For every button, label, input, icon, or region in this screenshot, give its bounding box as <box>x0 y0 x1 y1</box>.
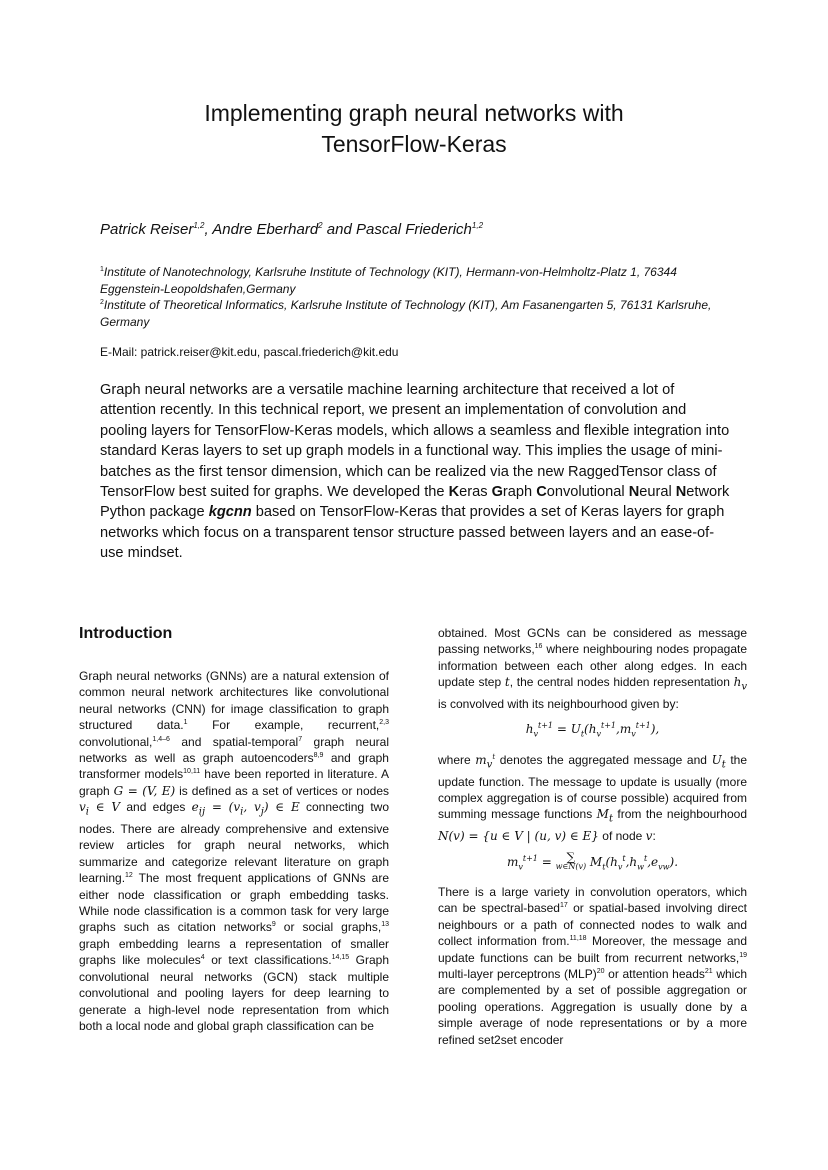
author-affil-sup: 1,2 <box>471 221 484 230</box>
math-symbol: m <box>506 854 519 869</box>
math-symbol: ,h <box>625 854 638 869</box>
body-text: multi-layer perceptrons (MLP) <box>438 967 597 982</box>
body-text: where <box>438 752 476 767</box>
abstract-text: onvolutional <box>546 484 629 501</box>
math-symbol: U <box>711 752 722 767</box>
body-text: is defined as a set of vertices or nodes <box>175 783 389 798</box>
author-separator: and <box>322 221 356 238</box>
math-symbol: = (v <box>205 800 241 815</box>
math-subscript: v <box>518 862 523 872</box>
abstract-text: eural <box>639 484 676 501</box>
body-text: convolutional, <box>79 734 153 749</box>
body-text: or spatial-based involving direct neighbours or a path of connected nodes to walk and collect information from. <box>438 901 748 949</box>
body-text: and spatial-temporal <box>169 734 299 749</box>
title-line-1: Implementing graph neural networks with <box>204 100 624 126</box>
math-superscript: t <box>492 752 496 761</box>
math-symbol: ∈ V <box>88 800 121 815</box>
inline-math <box>79 800 121 818</box>
body-text: and graph transformer models <box>79 751 389 782</box>
acronym-letter: G <box>491 484 503 501</box>
math-subscript: v <box>617 862 623 872</box>
math-symbol: h <box>733 675 742 690</box>
body-text: graph embedding learns a representation of smaller graphs like molecules <box>79 936 389 968</box>
math-symbol: ), <box>650 722 660 737</box>
math-subscript: i <box>240 806 244 818</box>
math-superscript: t+1 <box>635 721 651 731</box>
math-subscript: ij <box>198 806 206 818</box>
math-symbol: ) ∈ E <box>263 800 300 815</box>
affiliation-2 <box>100 294 740 331</box>
body-text: : <box>652 829 656 844</box>
math-symbol: (h <box>605 854 618 869</box>
citation-ref: 10,11 <box>183 768 201 776</box>
math-subscript: t <box>721 759 726 771</box>
affiliation-1 <box>100 261 740 298</box>
inline-math <box>596 807 613 825</box>
body-text: or attention heads <box>604 967 705 982</box>
intro-paragraph <box>79 668 389 1034</box>
body-text: obtained. Most GCNs can be considered as message passing networks, <box>438 626 747 657</box>
author-separator: , <box>204 221 213 238</box>
acronym-letter: N <box>675 484 687 501</box>
citation-ref: 20 <box>596 968 605 976</box>
math-subscript: j <box>260 806 264 818</box>
math-symbol: = U <box>553 722 581 737</box>
math-superscript: t <box>622 853 626 863</box>
math-superscript: t+1 <box>538 721 554 731</box>
title-line-2: TensorFlow-Keras <box>321 131 507 157</box>
intro-paragraph <box>438 884 747 1048</box>
math-symbol: (h <box>584 722 597 737</box>
abstract-text: based on TensorFlow-Keras that provides a set of Keras layers for graph networks which focus on a transparent tensor structure passed between layers and an ease-of-use mindset. <box>100 504 725 562</box>
citation-ref: 13 <box>381 921 389 929</box>
math-subscript: v <box>596 729 601 739</box>
inline-math <box>191 800 300 818</box>
math-subscript: vw <box>658 862 670 872</box>
sum-symbol: ∑ <box>566 850 576 865</box>
citation-ref: 9 <box>271 921 276 929</box>
inline-math <box>733 675 748 693</box>
body-text: the update function. The message to update is usually (more complex aggregation is of course possible) acquired from summing message functions <box>438 752 747 822</box>
body-text: The most frequent applications of GNNs are either node classification or graph embedding tasks. While node classification is a common task for very large graphs such as citation networks <box>79 871 389 935</box>
math-subscript: i <box>85 806 89 818</box>
math-subscript: t <box>608 813 613 825</box>
math-subscript: t <box>602 862 606 872</box>
abstract-text: etwork Python package <box>100 484 730 521</box>
inline-math: v <box>645 829 653 844</box>
citation-ref: 2,3 <box>379 719 389 727</box>
math-superscript: t <box>644 853 648 863</box>
body-text: from the neighbourhood <box>612 807 747 822</box>
citation-ref: 7 <box>298 735 303 743</box>
abstract-text: eras <box>459 484 492 501</box>
math-symbol: v <box>79 800 86 815</box>
body-text: where neighbouring nodes propagate information between each other along edges. In each update step <box>438 642 748 690</box>
body-text: denotes the aggregated message and <box>495 752 712 767</box>
math-symbol: ,m <box>616 722 632 737</box>
math-symbol: e <box>191 800 199 815</box>
citation-ref: 1 <box>183 719 188 727</box>
package-name: kgcnn <box>208 504 252 521</box>
math-subscript: v <box>741 681 748 693</box>
math-subscript: v <box>486 759 493 771</box>
body-text: is convolved with its neighbourhood given by: <box>438 697 679 712</box>
body-text: Graph neural networks (GNNs) are a natural extension of common neural network architectures like convolutional neural networks (CNN) for image classification to graph structured data. <box>79 669 389 733</box>
sum-index: w∈N(v) <box>555 862 587 872</box>
math-subscript: v <box>631 729 636 739</box>
acronym-letter: N <box>628 484 640 501</box>
contact-email: E-Mail: patrick.reiser@kit.edu, pascal.friederich@kit.edu <box>100 345 399 359</box>
affiliation-number: 1 <box>100 266 104 273</box>
author-list <box>100 221 483 238</box>
math-symbol: M <box>586 854 603 869</box>
math-superscript: t+1 <box>600 721 616 731</box>
citation-ref: 1,4–6 <box>152 735 170 743</box>
summation-operator <box>556 852 587 872</box>
inline-math: G = (V, E) <box>113 783 176 798</box>
math-subscript: v <box>533 729 538 739</box>
body-text: graph neural networks as well as graph autoencoders <box>79 734 390 766</box>
body-text: connecting two nodes. There are already comprehensive and extensive review articles for graph neural networks, which summarize and categorize relevant literature on graph learning. <box>79 800 390 886</box>
math-symbol: ,e <box>647 854 659 869</box>
math-superscript: t+1 <box>522 853 538 863</box>
math-symbol: , v <box>243 800 261 815</box>
right-column <box>438 625 747 1048</box>
citation-ref: 16 <box>534 643 543 651</box>
intro-paragraph <box>438 752 747 845</box>
body-text: or text classifications. <box>204 953 332 968</box>
inline-math <box>475 752 496 771</box>
abstract-text: Graph neural networks are a versatile machine learning architecture that received a lot of attention recently. In this technical report, we present an implementation of convolution and pooling layers for TensorFlow-Keras models, which allows a seamless and flexible integration into standard Keras layers to set up graph models in a functional way. This implies the usage of mini-batches as the first tensor dimension, which can be realized via the new RaggedTensor class of TensorFlow best suited for graphs. We developed the <box>100 382 730 501</box>
equation-update <box>438 718 747 745</box>
paper-title <box>100 98 728 160</box>
body-text: or social graphs, <box>275 920 382 935</box>
body-text: have been reported in literature. A graph <box>79 767 389 798</box>
math-symbol: = <box>537 854 556 869</box>
math-subscript: t <box>580 729 585 739</box>
intro-paragraph <box>438 625 747 712</box>
body-text: Graph convolutional neural networks (GCN) stack multiple convolutional and pooling layers for deep learning to generate a high-level node representation from which both a local node and global graph classification can be <box>79 953 390 1033</box>
left-column <box>79 668 389 1034</box>
citation-ref: 8,9 <box>313 752 324 760</box>
author-affil-sup: 2 <box>318 221 323 230</box>
citation-ref: 14,15 <box>331 954 350 962</box>
acronym-letter: K <box>448 484 460 501</box>
citation-ref: 12 <box>125 872 133 880</box>
author-name: Pascal Friederich <box>356 221 472 238</box>
math-subscript: w <box>637 862 645 872</box>
inline-math <box>711 752 726 771</box>
citation-ref: 17 <box>559 902 568 910</box>
abstract <box>100 380 730 564</box>
body-text: For example, recurrent, <box>187 718 380 733</box>
citation-ref: 4 <box>200 954 205 962</box>
body-text: , the central nodes hidden representation <box>509 675 734 690</box>
equation-message <box>438 851 747 878</box>
inline-math: N(v) = {u ∈ V | (u, v) ∈ E} <box>438 829 599 844</box>
math-symbol: ). <box>669 854 679 869</box>
inline-math: t <box>504 675 510 690</box>
math-symbol: M <box>596 807 609 822</box>
author-affil-sup: 1,2 <box>193 221 205 230</box>
body-text: of node <box>598 829 646 844</box>
author-name: Andre Eberhard <box>212 221 319 238</box>
section-heading-introduction: Introduction <box>79 625 173 642</box>
body-text: which are complemented by a set of possible aggregation or pooling operations. Aggregation is usually done by a simple average of node representations or by a more refined set2set encoder <box>438 967 748 1047</box>
acronym-letter: C <box>536 484 547 501</box>
math-symbol: m <box>475 752 487 767</box>
affiliation-text: Institute of Nanotechnology, Karlsruhe Institute of Technology (KIT), Hermann-von-Helmholtz-Platz 1, 76344 Eggenstein-Leopoldshafen,Germany <box>100 265 677 296</box>
abstract-text: raph <box>502 484 537 501</box>
citation-ref: 11,18 <box>569 935 587 943</box>
citation-ref: 19 <box>739 951 747 959</box>
body-text: and edges <box>120 800 192 815</box>
affiliation-text: Institute of Theoretical Informatics, Karlsruhe Institute of Technology (KIT), Am Fasanengarten 5, 76131 Karlsruhe, Germany <box>100 298 712 329</box>
affiliation-number: 2 <box>100 299 104 306</box>
body-text: Moreover, the message and update functions can be built from recurrent networks, <box>438 934 747 965</box>
author-name: Patrick Reiser <box>100 221 194 238</box>
citation-ref: 21 <box>704 968 713 976</box>
math-symbol: h <box>525 722 534 737</box>
body-text: There is a large variety in convolution operators, which can be spectral-based <box>438 885 747 916</box>
